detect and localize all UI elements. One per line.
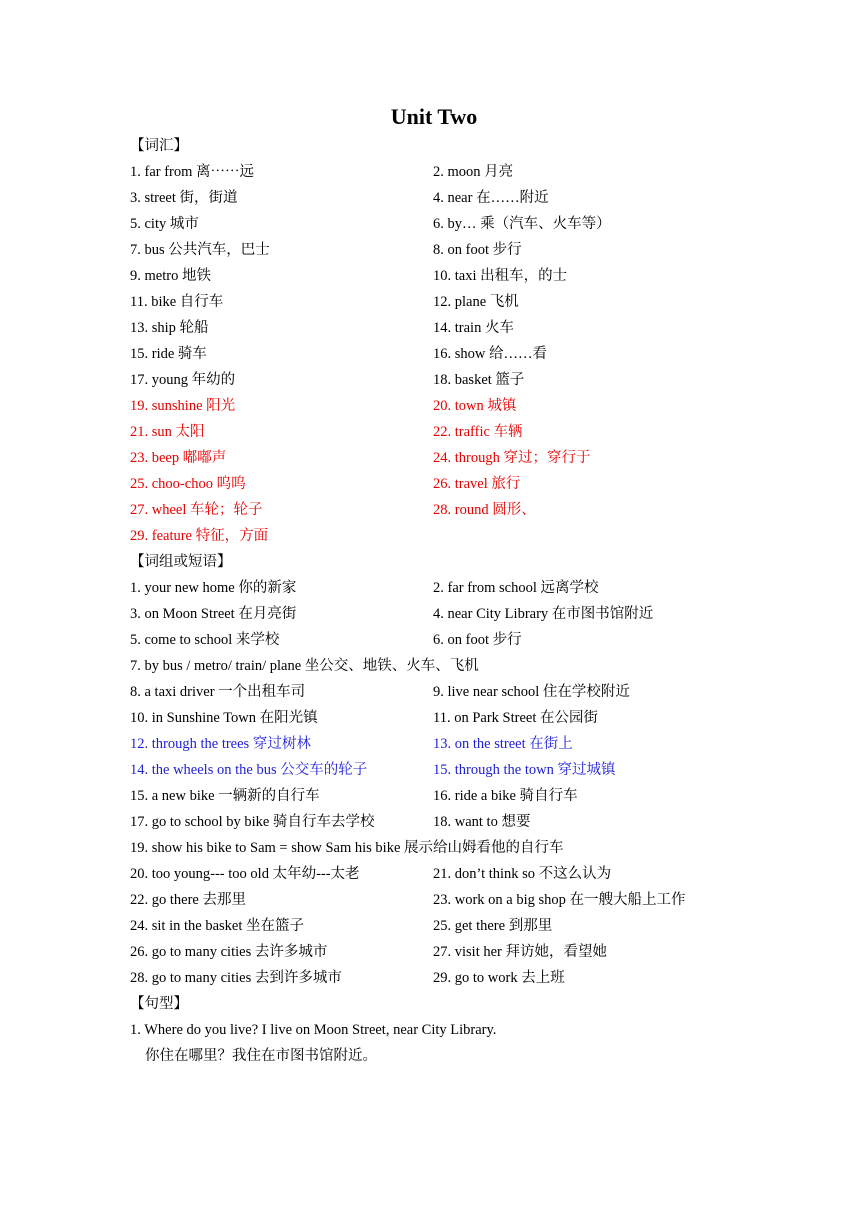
item-left: 24. sit in the basket 坐在篮子: [130, 918, 304, 934]
sentence-chinese: 你住在哪里？我住在市图书馆附近。: [145, 1048, 377, 1064]
list-item: [130, 422, 750, 448]
item-right: 28. round 圆形、: [433, 502, 536, 518]
list-item: [130, 604, 750, 630]
item-left: 15. a new bike 一辆新的自行车: [130, 788, 320, 804]
item-left: 21. sun 太阳: [130, 424, 205, 440]
list-item: [130, 240, 750, 266]
item-right: 23. work on a big shop 在一艘大船上工作: [433, 892, 686, 908]
item-right: 4. near City Library 在市图书馆附近: [433, 606, 654, 622]
item-left: 22. go there 去那里: [130, 892, 246, 908]
list-item: [130, 708, 750, 734]
list-item: [130, 344, 750, 370]
item-left: 19. show his bike to Sam = show Sam his bike 展示给山姆看他的自行车: [130, 840, 564, 856]
item-right: 20. town 城镇: [433, 398, 517, 414]
list-item: [130, 812, 750, 838]
item-right: 29. go to work 去上班: [433, 970, 565, 986]
list-item: [130, 734, 750, 760]
section-heading-phrases: 【词组或短语】: [130, 554, 232, 570]
item-right: 11. on Park Street 在公园街: [433, 710, 598, 726]
item-right: 10. taxi 出租车，的士: [433, 268, 568, 284]
item-right: 12. plane 飞机: [433, 294, 519, 310]
list-item: [130, 864, 750, 890]
item-left: 23. beep 嘟嘟声: [130, 450, 227, 466]
item-left: 5. come to school 来学校: [130, 632, 280, 648]
list-item: [130, 188, 750, 214]
list-item: [130, 578, 750, 604]
list-item: [130, 968, 750, 994]
section-heading-sentences: 【句型】: [130, 996, 188, 1012]
item-right: 18. want to 想要: [433, 814, 531, 830]
list-item: [130, 630, 750, 656]
list-item: [130, 318, 750, 344]
item-left: 19. sunshine 阳光: [130, 398, 236, 414]
item-left: 10. in Sunshine Town 在阳光镇: [130, 710, 318, 726]
list-item: [130, 760, 750, 786]
item-right: 16. show 给……看: [433, 346, 547, 362]
item-right: 9. live near school 住在学校附近: [433, 684, 630, 700]
item-right: 26. travel 旅行: [433, 476, 521, 492]
item-left: 12. through the trees 穿过树林: [130, 736, 311, 752]
item-left: 15. ride 骑车: [130, 346, 207, 362]
item-right: 27. visit her 拜访她，看望她: [433, 944, 607, 960]
list-item: [130, 656, 750, 682]
item-left: 27. wheel 车轮；轮子: [130, 502, 263, 518]
item-left: 1. your new home 你的新家: [130, 580, 297, 596]
item-right: 22. traffic 车辆: [433, 424, 523, 440]
item-right: 2. moon 月亮: [433, 164, 514, 180]
list-item: [130, 500, 750, 526]
item-left: 7. bus 公共汽车，巴士: [130, 242, 270, 258]
list-item: [130, 214, 750, 240]
item-left: 7. by bus / metro/ train/ plane 坐公交、地铁、火车、飞机: [130, 658, 479, 674]
list-item: [130, 786, 750, 812]
list-item: [130, 682, 750, 708]
list-item: [130, 838, 750, 864]
item-left: 11. bike 自行车: [130, 294, 224, 310]
item-right: 4. near 在……附近: [433, 190, 549, 206]
item-left: 17. go to school by bike 骑自行车去学校: [130, 814, 375, 830]
item-right: 15. through the town 穿过城镇: [433, 762, 616, 778]
item-left: 8. a taxi driver 一个出租车司: [130, 684, 306, 700]
item-right: 14. train 火车: [433, 320, 514, 336]
item-right: 2. far from school 远离学校: [433, 580, 599, 596]
item-left: 14. the wheels on the bus 公交车的轮子: [130, 762, 368, 778]
item-right: 8. on foot 步行: [433, 242, 522, 258]
item-right: 24. through 穿过；穿行于: [433, 450, 591, 466]
list-item: [130, 292, 750, 318]
item-left: 3. on Moon Street 在月亮街: [130, 606, 297, 622]
page-title: Unit Two: [390, 104, 478, 129]
list-item: [130, 266, 750, 292]
item-left: 28. go to many cities 去到许多城市: [130, 970, 342, 986]
list-item: [130, 526, 750, 552]
item-right: 21. don’t think so 不这么认为: [433, 866, 612, 882]
item-left: 29. feature 特征，方面: [130, 528, 269, 544]
item-left: 1. far from 离⋯⋯远: [130, 164, 255, 180]
list-item: [130, 162, 750, 188]
item-right: 16. ride a bike 骑自行车: [433, 788, 578, 804]
item-left: 25. choo-choo 呜呜: [130, 476, 246, 492]
item-left: 3. street 街，街道: [130, 190, 238, 206]
sentence-english: 1. Where do you live? I live on Moon Street, near City Library.: [130, 1022, 497, 1038]
item-right: 13. on the street 在街上: [433, 736, 573, 752]
section-heading-vocab: 【词汇】: [130, 138, 188, 154]
list-item: [130, 942, 750, 968]
item-right: 6. on foot 步行: [433, 632, 522, 648]
item-left: 5. city 城市: [130, 216, 199, 232]
item-right: 25. get there 到那里: [433, 918, 553, 934]
item-right: 6. by… 乘（汽车、火车等）: [433, 216, 611, 232]
list-item: [130, 890, 750, 916]
list-item: [130, 370, 750, 396]
list-item: [130, 474, 750, 500]
item-left: 26. go to many cities 去许多城市: [130, 944, 328, 960]
item-left: 9. metro 地铁: [130, 268, 211, 284]
list-item: [130, 448, 750, 474]
item-left: 20. too young--- too old 太年幼---太老: [130, 866, 360, 882]
list-item: [130, 396, 750, 422]
item-left: 13. ship 轮船: [130, 320, 209, 336]
item-left: 17. young 年幼的: [130, 372, 236, 388]
list-item: [130, 916, 750, 942]
item-right: 18. basket 篮子: [433, 372, 525, 388]
